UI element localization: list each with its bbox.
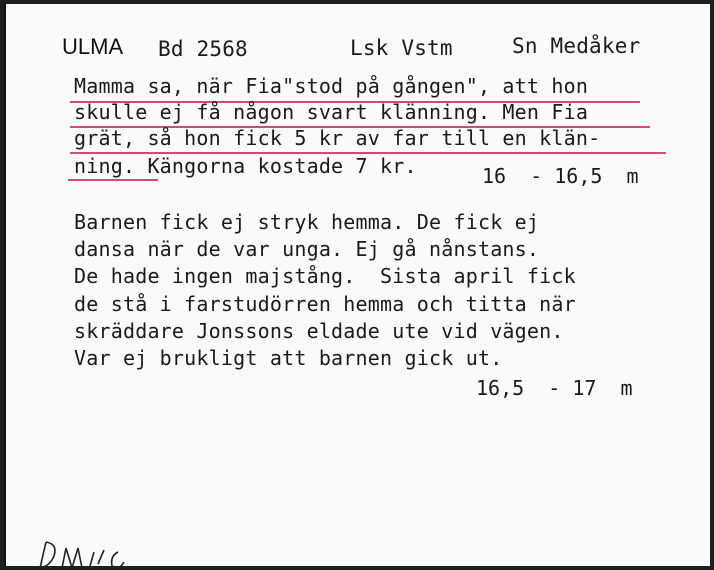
paragraph2-line: Var ej brukligt att barnen gick ut.	[74, 346, 503, 370]
province-label: Lsk Vstm	[350, 36, 453, 60]
archive-name: ULMA	[62, 34, 124, 59]
page-range: 16 - 16,5 m	[482, 164, 639, 188]
paragraph2-line: dansa när de var unga. Ej gå nånstans.	[74, 237, 540, 261]
paragraph2-line: Barnen fick ej stryk hemma. De fick ej	[74, 210, 540, 234]
paragraph1-line: skulle ej få någon svart klänning. Men Fia	[74, 100, 589, 124]
paragraph1-line: ning. Kängorna kostade 7 kr.	[74, 154, 417, 178]
paragraph1-line: grät, så hon fick 5 kr av far till en klän-	[74, 126, 601, 150]
paragraph2-line: skräddare Jonssons eldade ute vid vägen.	[74, 319, 564, 343]
parish-label: Sn Medåker	[512, 34, 641, 58]
record-number: Bd 2568	[158, 37, 248, 61]
handwritten-signature	[32, 534, 142, 570]
page-range: 16,5 - 17 m	[476, 376, 633, 400]
paragraph2-line: de stå i farstudörren hemma och titta när	[74, 292, 576, 316]
paragraph2-line: De hade ingen majstång. Sista april fick	[74, 264, 576, 288]
archive-card	[4, 4, 710, 566]
underline	[68, 179, 158, 181]
paragraph1-line: Mamma sa, när Fia"stod på gången", att hon	[74, 74, 589, 98]
